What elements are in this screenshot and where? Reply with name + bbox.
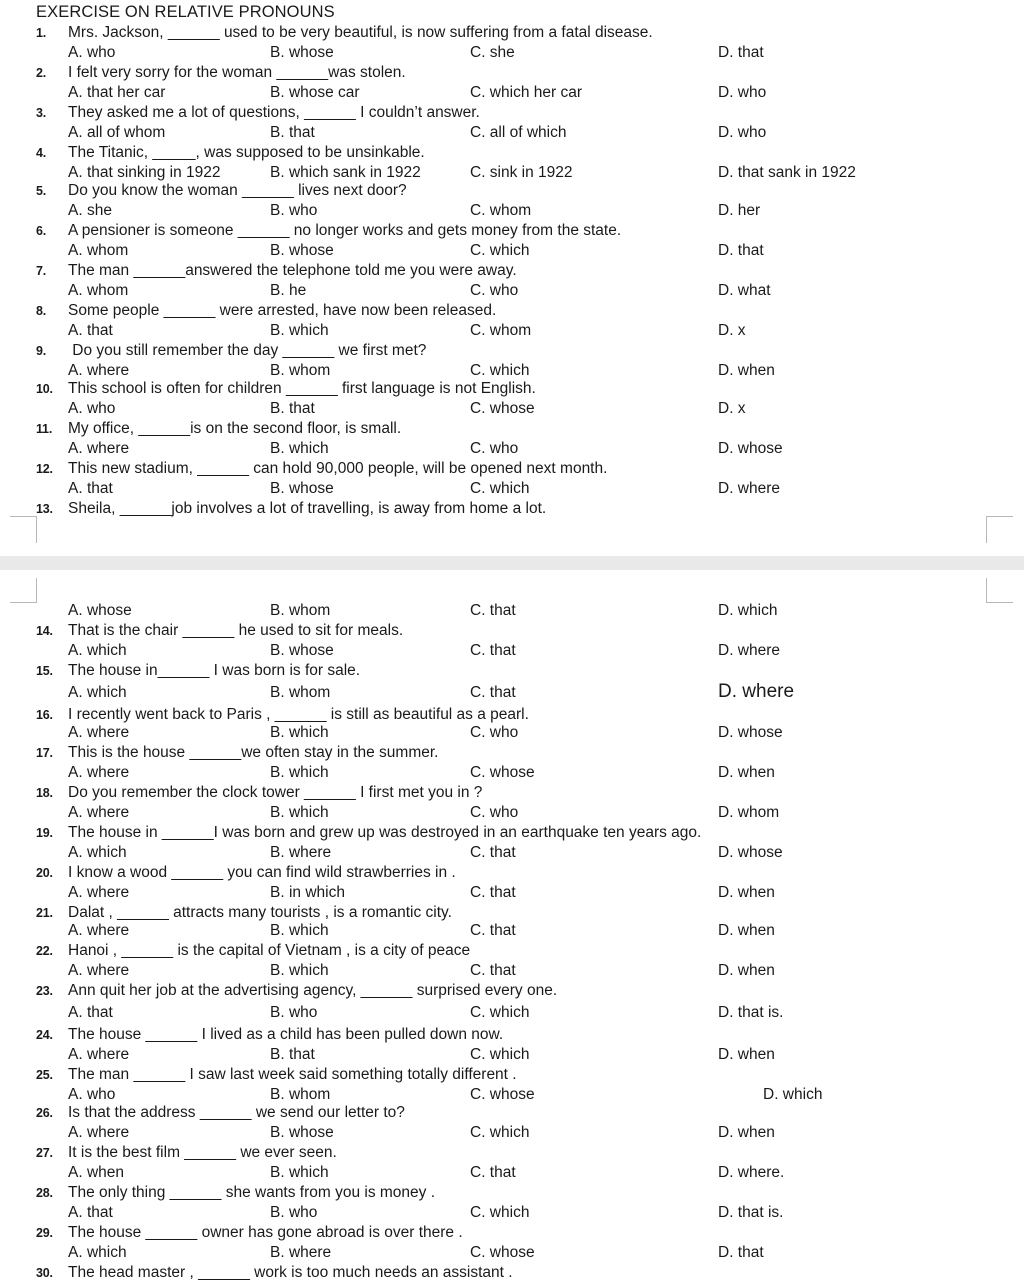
option-b: B. whom — [270, 1086, 331, 1103]
option-c: C. that — [470, 1164, 516, 1181]
option-d: D. when — [718, 922, 775, 939]
option-a: A. that — [68, 322, 113, 339]
option-c: C. who — [470, 724, 519, 741]
question-stem — [36, 1224, 463, 1242]
option-a: A. who — [68, 44, 116, 61]
option-c: C. whose — [470, 1244, 535, 1261]
question-stem — [36, 824, 701, 842]
question-text: This school is often for children ______ first language is not English. — [68, 380, 536, 397]
question-stem — [36, 706, 529, 724]
question-stem — [36, 662, 360, 680]
question-stem — [36, 500, 546, 518]
option-a: A. where — [68, 962, 130, 979]
option-b: B. which — [270, 922, 329, 939]
option-d: D. whose — [718, 440, 783, 457]
question-stem — [36, 1264, 513, 1282]
crop-mark — [986, 578, 1013, 603]
question-stem — [36, 104, 480, 122]
option-d: D. who — [718, 84, 767, 101]
answer-options — [0, 362, 1024, 382]
option-d: D. whom — [718, 804, 780, 821]
question-number: 14. — [36, 624, 53, 638]
question-number: 1. — [36, 26, 47, 40]
option-b: B. whose — [270, 480, 334, 497]
question-number: 13. — [36, 502, 53, 516]
option-b: B. whose — [270, 44, 334, 61]
answer-options — [0, 84, 1024, 104]
option-b: B. which — [270, 804, 329, 821]
option-c: C. who — [470, 440, 519, 457]
answer-options — [0, 844, 1024, 864]
answer-options — [0, 124, 1024, 144]
question-text: Some people ______ were arrested, have now been released. — [68, 302, 497, 319]
question-text: Do you still remember the day ______ we first met? — [68, 342, 427, 359]
question-stem — [36, 24, 653, 42]
option-c: C. whose — [470, 400, 535, 417]
question-number: 26. — [36, 1106, 53, 1120]
option-c: C. that — [470, 844, 516, 861]
answer-options — [0, 922, 1024, 942]
answer-options — [0, 1204, 1024, 1224]
question-stem — [36, 784, 482, 802]
option-a: A. that — [68, 480, 113, 497]
option-b: B. where — [270, 1244, 332, 1261]
question-stem — [36, 864, 456, 882]
answer-options — [0, 440, 1024, 460]
option-c: C. which — [470, 1004, 530, 1021]
question-stem — [36, 982, 557, 1000]
option-b: B. whom — [270, 602, 331, 619]
question-text: Mrs. Jackson, ______ used to be very beautiful, is now suffering from a fatal disease. — [68, 24, 653, 41]
answer-options — [0, 602, 1024, 622]
option-c: C. which her car — [470, 84, 582, 101]
question-stem — [36, 420, 401, 438]
option-a: A. whom — [68, 242, 129, 259]
question-number: 23. — [36, 984, 53, 998]
option-c: C. which — [470, 1046, 530, 1063]
option-a: A. whose — [68, 602, 132, 619]
option-a: A. who — [68, 1086, 116, 1103]
question-number: 17. — [36, 746, 53, 760]
option-c: C. which — [470, 1204, 530, 1221]
option-c: C. which — [470, 362, 530, 379]
option-d: D. when — [718, 884, 775, 901]
question-text: It is the best film ______ we ever seen. — [68, 1144, 337, 1161]
question-number: 8. — [36, 304, 47, 318]
option-a: A. where — [68, 884, 130, 901]
question-text: I recently went back to Paris , ______ is still as beautiful as a pearl. — [68, 706, 529, 723]
option-b: B. whom — [270, 684, 331, 701]
option-b: B. he — [270, 282, 307, 299]
answer-options — [0, 804, 1024, 824]
question-text: Sheila, ______job involves a lot of travelling, is away from home a lot. — [68, 500, 547, 517]
option-d: D. x — [718, 400, 746, 417]
answer-options — [0, 400, 1024, 420]
option-b: B. whose — [270, 242, 334, 259]
option-b: B. which — [270, 764, 329, 781]
option-b: B. that — [270, 1046, 315, 1063]
option-b: B. which — [270, 440, 329, 457]
question-text: Do you remember the clock tower ______ I first met you in ? — [68, 784, 483, 801]
answer-options — [0, 1004, 1024, 1024]
answer-options — [0, 1046, 1024, 1066]
answer-options — [0, 1244, 1024, 1264]
question-stem — [36, 1184, 435, 1202]
question-stem — [36, 1144, 337, 1162]
option-d: D. whose — [718, 844, 783, 861]
option-b: B. which — [270, 724, 329, 741]
answer-options — [0, 282, 1024, 302]
option-c: C. whose — [470, 1086, 535, 1103]
option-a: A. where — [68, 922, 130, 939]
option-c: C. whom — [470, 202, 532, 219]
option-d: D. which — [718, 602, 778, 619]
option-b: B. which — [270, 962, 329, 979]
question-number: 7. — [36, 264, 47, 278]
option-d: D. her — [718, 202, 761, 219]
option-b: B. who — [270, 202, 318, 219]
question-stem — [36, 460, 607, 478]
option-c: C. sink in 1922 — [470, 164, 573, 181]
question-number: 21. — [36, 906, 53, 920]
option-d: D. x — [718, 322, 746, 339]
question-number: 24. — [36, 1028, 53, 1042]
question-text: The house in______ I was born is for sale. — [68, 662, 361, 679]
option-a: A. all of whom — [68, 124, 166, 141]
option-a: A. where — [68, 804, 130, 821]
answer-options — [0, 764, 1024, 784]
question-number: 20. — [36, 866, 53, 880]
question-text: Is that the address ______ we send our letter to? — [68, 1104, 405, 1121]
question-text: The head master , ______ work is too much needs an assistant . — [68, 1264, 513, 1281]
question-stem — [36, 1066, 517, 1084]
option-b: B. that — [270, 400, 315, 417]
question-stem — [36, 904, 452, 922]
question-text: They asked me a lot of questions, ______ I couldn’t answer. — [68, 104, 480, 121]
question-stem — [36, 1104, 405, 1122]
question-stem — [36, 1026, 503, 1044]
answer-options — [0, 1164, 1024, 1184]
option-b: B. which sank in 1922 — [270, 164, 421, 181]
option-a: A. where — [68, 362, 130, 379]
option-d: D. that — [718, 1244, 764, 1261]
question-stem — [36, 302, 496, 320]
question-text: Do you know the woman ______ lives next door? — [68, 182, 407, 199]
crop-mark — [10, 578, 37, 603]
option-a: A. that her car — [68, 84, 166, 101]
question-text: The house ______ I lived as a child has been pulled down now. — [68, 1026, 504, 1043]
crop-mark — [10, 516, 37, 543]
page-divider — [0, 556, 1024, 570]
option-a: A. whom — [68, 282, 129, 299]
answer-options — [0, 44, 1024, 64]
question-number: 11. — [36, 422, 53, 436]
question-text: My office, ______is on the second floor, is small. — [68, 420, 402, 437]
option-a: A. which — [68, 642, 127, 659]
question-text: I know a wood ______ you can find wild strawberries in . — [68, 864, 456, 881]
option-a: A. that sinking in 1922 — [68, 164, 221, 181]
question-stem — [36, 262, 517, 280]
option-b: B. whose car — [270, 84, 360, 101]
question-text: That is the chair ______ he used to sit for meals. — [68, 622, 404, 639]
option-c: C. who — [470, 804, 519, 821]
option-d: D. when — [718, 1046, 775, 1063]
option-d: D. who — [718, 124, 767, 141]
option-c: C. that — [470, 642, 516, 659]
question-number: 12. — [36, 462, 53, 476]
option-c: C. all of which — [470, 124, 567, 141]
option-a: A. where — [68, 440, 130, 457]
question-text: This new stadium, ______ can hold 90,000 people, will be opened next month. — [68, 460, 608, 477]
option-a: A. which — [68, 1244, 127, 1261]
answer-options — [0, 962, 1024, 982]
question-number: 30. — [36, 1266, 53, 1280]
question-stem — [36, 64, 406, 82]
answer-options — [0, 1124, 1024, 1144]
option-d: D. where — [718, 681, 795, 702]
question-number: 5. — [36, 184, 47, 198]
question-stem — [36, 942, 470, 960]
option-d: D. when — [718, 962, 775, 979]
option-a: A. when — [68, 1164, 125, 1181]
question-number: 27. — [36, 1146, 53, 1160]
option-d: D. when — [718, 764, 775, 781]
option-c: C. she — [470, 44, 515, 61]
question-text: The man ______answered the telephone told me you were away. — [68, 262, 517, 279]
answer-options — [0, 242, 1024, 262]
answer-options — [0, 322, 1024, 342]
answer-options — [0, 164, 1024, 184]
option-a: A. where — [68, 1046, 130, 1063]
option-c: C. that — [470, 684, 516, 701]
option-b: B. which — [270, 1164, 329, 1181]
option-a: A. where — [68, 724, 130, 741]
question-text: The only thing ______ she wants from you is money . — [68, 1184, 436, 1201]
option-c: C. whom — [470, 322, 532, 339]
question-text: I felt very sorry for the woman ______was stolen. — [68, 64, 406, 81]
option-b: B. who — [270, 1004, 318, 1021]
question-number: 16. — [36, 708, 53, 722]
option-d: D. that sank in 1922 — [718, 164, 856, 181]
option-d: D. that is. — [718, 1004, 784, 1021]
option-b: B. which — [270, 322, 329, 339]
option-a: A. she — [68, 202, 112, 219]
question-text: The house in ______I was born and grew up was destroyed in an earthquake ten years ago. — [68, 824, 702, 841]
option-d: D. when — [718, 362, 775, 379]
option-a: A. where — [68, 1124, 130, 1141]
answer-options — [0, 724, 1024, 744]
question-number: 2. — [36, 66, 47, 80]
option-b: B. where — [270, 844, 332, 861]
question-text: Ann quit her job at the advertising agency, ______ surprised every one. — [68, 982, 558, 999]
answer-options — [0, 480, 1024, 500]
question-number: 25. — [36, 1068, 53, 1082]
option-c: C. who — [470, 282, 519, 299]
option-b: B. whom — [270, 362, 331, 379]
answer-options — [0, 884, 1024, 904]
question-number: 4. — [36, 146, 47, 160]
option-b: B. who — [270, 1204, 318, 1221]
option-c: C. whose — [470, 764, 535, 781]
option-d: D. that — [718, 44, 764, 61]
question-text: The house ______ owner has gone abroad is over there . — [68, 1224, 463, 1241]
option-d: D. that — [718, 242, 764, 259]
option-a: A. that — [68, 1204, 113, 1221]
option-b: B. whose — [270, 1124, 334, 1141]
option-d: D. that is. — [718, 1204, 784, 1221]
option-d: D. where. — [718, 1164, 785, 1181]
option-a: A. which — [68, 844, 127, 861]
answer-options — [0, 681, 1024, 704]
option-a: A. which — [68, 684, 127, 701]
question-text: A pensioner is someone ______ no longer works and gets money from the state. — [68, 222, 622, 239]
option-a: A. where — [68, 764, 130, 781]
option-d: D. whose — [718, 724, 783, 741]
question-number: 18. — [36, 786, 53, 800]
option-d: D. what — [718, 282, 771, 299]
option-c: C. that — [470, 962, 516, 979]
question-text: The man ______ I saw last week said something totally different . — [68, 1066, 517, 1083]
answer-options — [0, 202, 1024, 222]
option-d: D. when — [718, 1124, 775, 1141]
option-c: C. that — [470, 884, 516, 901]
question-number: 19. — [36, 826, 53, 840]
answer-options — [0, 642, 1024, 662]
question-stem — [36, 744, 439, 762]
option-d: D. where — [718, 480, 781, 497]
option-d: D. which — [763, 1086, 823, 1103]
question-number: 28. — [36, 1186, 53, 1200]
question-number: 29. — [36, 1226, 53, 1240]
option-d: D. where — [718, 642, 781, 659]
question-stem — [36, 144, 425, 162]
question-stem — [36, 622, 403, 640]
crop-mark — [986, 516, 1013, 543]
question-number: 22. — [36, 944, 53, 958]
question-number: 6. — [36, 224, 47, 238]
question-number: 10. — [36, 382, 53, 396]
question-text: Dalat , ______ attracts many tourists , is a romantic city. — [68, 904, 452, 921]
question-stem — [36, 222, 621, 240]
question-stem — [36, 380, 536, 398]
option-a: A. that — [68, 1004, 113, 1021]
option-c: C. which — [470, 1124, 530, 1141]
option-a: A. who — [68, 400, 116, 417]
option-b: B. in which — [270, 884, 345, 901]
option-c: C. that — [470, 602, 516, 619]
question-text: This is the house ______we often stay in the summer. — [68, 744, 439, 761]
question-number: 3. — [36, 106, 47, 120]
question-stem — [36, 182, 407, 200]
option-c: C. which — [470, 242, 530, 259]
question-number: 15. — [36, 664, 53, 678]
option-b: B. that — [270, 124, 315, 141]
question-stem — [36, 342, 426, 360]
question-text: The Titanic, _____, was supposed to be unsinkable. — [68, 144, 425, 161]
option-c: C. that — [470, 922, 516, 939]
option-c: C. which — [470, 480, 530, 497]
question-text: Hanoi , ______ is the capital of Vietnam , is a city of peace — [68, 942, 471, 959]
question-number: 9. — [36, 344, 47, 358]
exercise-title: EXERCISE ON RELATIVE PRONOUNS — [36, 3, 335, 21]
option-b: B. whose — [270, 642, 334, 659]
answer-options — [0, 1086, 1024, 1106]
